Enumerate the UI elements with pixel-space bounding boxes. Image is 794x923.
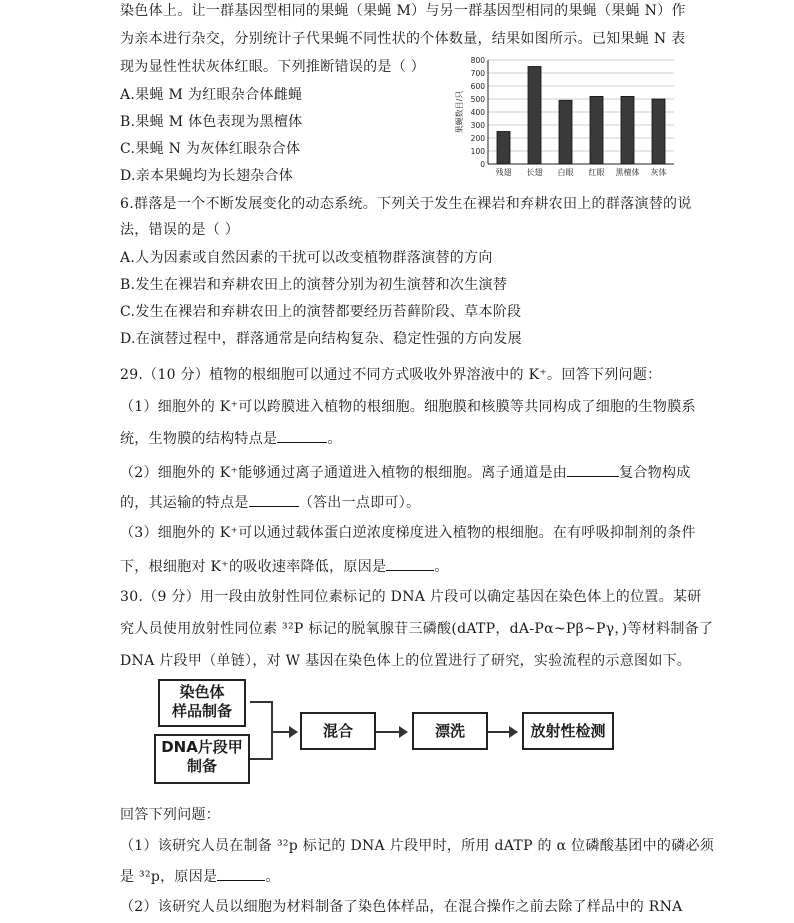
flow-box-mix: 混合	[300, 712, 376, 750]
text-line: 法，错误的是（ ）	[120, 222, 240, 238]
bar	[590, 96, 603, 164]
option-c: C.发生在裸岩和弃耕农田上的演替都要经历苔藓阶段、草本阶段	[120, 304, 522, 320]
text-line: DNA 片段甲（单链），对 W 基因在染色体上的位置进行了研究，实验流程的示意图如下。	[120, 653, 692, 669]
flow-box-radioactivity-detection: 放射性检测	[522, 712, 614, 750]
y-tick-label: 200	[470, 134, 485, 143]
option-a: A.果蝇 M 为红眼杂合体雌蝇	[120, 87, 303, 103]
option-d: D.在演替过程中，群落通常是向结构复杂、稳定性强的方向发展	[120, 331, 522, 347]
answer-blank[interactable]	[249, 492, 299, 507]
flow-box-text: 染色体	[179, 683, 225, 701]
x-tick-label: 灰体	[650, 168, 667, 177]
answer-blank[interactable]	[277, 428, 327, 443]
text-line: 为亲本进行杂交，分别统计子代果蝇不同性状的个体数量，结果如图所示。已知果蝇 N 表	[120, 31, 686, 47]
flow-box-rinse: 漂洗	[412, 712, 488, 750]
answer-blank[interactable]	[217, 866, 265, 881]
connector-line	[250, 758, 272, 760]
bar-chart	[452, 52, 680, 182]
flow-box-text: DNA片段甲	[161, 738, 243, 756]
text-line: 究人员使用放射性同位素 ³²P 标记的脱氧腺苷三磷酸(dATP，dA-Pα~Pβ~Pγ，)等材料制备了	[120, 621, 714, 637]
answer-blank[interactable]	[567, 462, 619, 477]
flow-box-text: 样品制备	[171, 702, 232, 720]
question-29: 29.（10 分）植物的根细胞可以通过不同方式吸收外界溶液中的 K⁺。回答下列问题：	[120, 367, 662, 383]
bar	[652, 99, 665, 164]
option-a: A.人为因素或自然因素的干扰可以改变植物群落演替的方向	[120, 250, 493, 266]
flow-box-dna-prep	[154, 734, 250, 784]
text-segment: （答出一点即可）。	[298, 495, 421, 511]
bar	[528, 67, 541, 165]
y-tick-label: 600	[470, 82, 485, 91]
x-tick-label: 黑檀体	[615, 168, 640, 177]
x-tick-label: 长翅	[526, 168, 543, 177]
text-line	[120, 462, 691, 482]
y-tick-label: 700	[470, 69, 485, 78]
text-line: （1）该研究人员在制备 ³²p 标记的 DNA 片段甲时，所用 dATP 的 α 位磷酸基团中的磷必须	[120, 838, 715, 854]
text-segment: 。	[327, 431, 342, 447]
y-axis-label: 果蝇数目/只	[455, 90, 464, 134]
text-line	[120, 428, 342, 448]
y-tick-label: 400	[470, 108, 485, 117]
text-segment: 下，根细胞对 K⁺的吸收速率降低，原因是	[120, 559, 387, 575]
answer-blank[interactable]	[386, 556, 434, 571]
text-line: 现为显性性状灰体红眼。下列推断错误的是（ ）	[120, 59, 426, 75]
text-segment: 。	[434, 559, 449, 575]
option-b: B.果蝇 M 体色表现为黑檀体	[120, 114, 303, 130]
bar	[621, 96, 634, 164]
text-line: 染色体上。让一群基因型相同的果蝇（果蝇 M）与另一群基因型相同的果蝇（果蝇 N）作	[120, 3, 686, 19]
question-6: 6.群落是一个不断发展变化的动态系统。下列关于发生在裸岩和弃耕农田上的群落演替的说	[120, 196, 692, 212]
experiment-flow-diagram	[150, 676, 620, 786]
flow-box-chromosome-prep	[158, 679, 246, 727]
connector-line	[250, 701, 272, 703]
text-segment: 的，其运输的特点是	[120, 495, 249, 511]
arrow-icon	[488, 731, 516, 733]
y-tick-label: 300	[470, 121, 485, 130]
arrow-icon	[272, 731, 296, 733]
text-segment: （2）细胞外的 K⁺能够通过离子通道进入植物的根细胞。离子通道是由	[120, 465, 568, 481]
y-tick-label: 800	[470, 56, 485, 65]
text-line: （3）细胞外的 K⁺可以通过载体蛋白逆浓度梯度进入植物的根细胞。在有呼吸抑制剂的条件	[120, 525, 696, 541]
text-line	[120, 556, 449, 576]
question-30: 30.（9 分）用一段由放射性同位素标记的 DNA 片段可以确定基因在染色体上的位置。某研	[120, 589, 702, 605]
flow-box-text: 制备	[186, 757, 217, 775]
x-tick-label: 红眼	[588, 168, 605, 177]
option-b: B.发生在裸岩和弃耕农田上的演替分别为初生演替和次生演替	[120, 277, 508, 293]
text-segment: 复合物构成	[619, 465, 691, 481]
bar	[559, 100, 572, 164]
x-tick-label: 残翅	[495, 168, 512, 177]
text-segment: 统，生物膜的结构特点是	[120, 431, 278, 447]
option-c: C.果蝇 N 为灰体红眼杂合体	[120, 141, 301, 157]
y-tick-label: 100	[470, 147, 485, 156]
text-line: （1）细胞外的 K⁺可以跨膜进入植物的根细胞。细胞膜和核膜等共同构成了细胞的生物膜系	[120, 399, 696, 415]
text-line	[120, 866, 280, 886]
text-line	[120, 492, 420, 512]
y-tick-label: 0	[480, 160, 485, 169]
text-segment: 是 ³²p，原因是	[120, 869, 218, 885]
arrow-icon	[376, 731, 406, 733]
bar	[497, 132, 510, 165]
y-tick-label: 500	[470, 95, 485, 104]
option-d: D.亲本果蝇均为长翅杂合体	[120, 168, 294, 184]
text-segment: 。	[265, 869, 280, 885]
text-line: （2）该研究人员以细胞为材料制备了染色体样品，在混合操作之前去除了样品中的 RNA	[120, 899, 683, 915]
x-tick-label: 白眼	[557, 168, 574, 177]
text-line: 回答下列问题：	[120, 807, 221, 823]
